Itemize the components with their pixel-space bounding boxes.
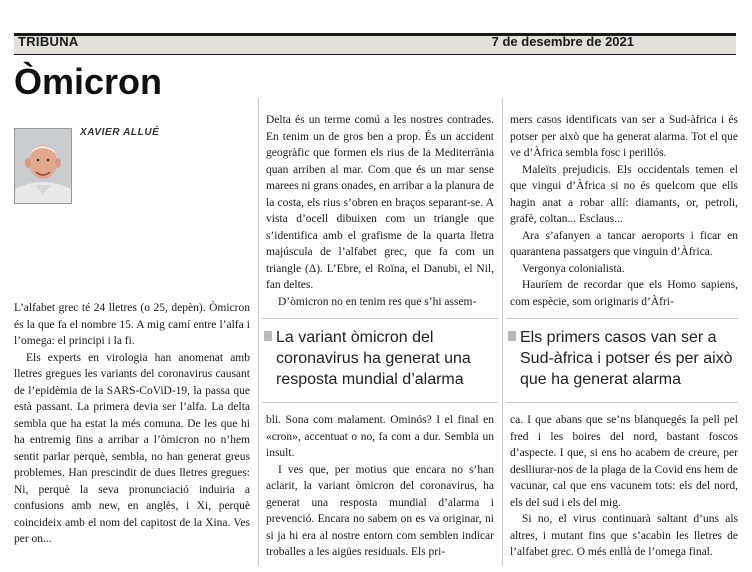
article-column-1 <box>14 300 250 548</box>
paragraph: ca. I que abans que se’ns blanquegés la pell pel fred i les boires del nord, bastant foscos d’aspecte. I que, si ens ho acabem de creure, per deslliurar-nos de la plaga de la Covid ens hem de vacunar, cal que ens vacunem tots: els del nord, els del sud i els del mig. <box>510 414 738 509</box>
pullquote-rule <box>262 318 498 319</box>
author-photo <box>14 128 72 204</box>
paragraph: Hauríem de recordar que els Homo sapiens, com espècie, som originaris d’Àfri- <box>510 279 738 308</box>
paragraph: Els experts en virologia han anomenat amb lletres gregues les variants del coronavirus causant de l’epidèmia de la SARS-CoViD-19, la passa que està passant. La primera devia ser l’alfa. La delta sembla que ha estat la més comuna. De les que hi ha entremig fins a arribar a l’òmicron no n’hem sentit parlar perquè, sembla, no han generat greus problemes. Han prescindit de dues lletres gregues: Ni, perquè la seva pronunciació induiria a confusions amb new, en anglès, i Xi, perquè coincideix amb el nom del capitost de la Xina. Ves per on... <box>14 351 250 545</box>
column-divider <box>258 98 259 566</box>
paragraph: Maleïts prejudicis. Els occidentals temen el que vingui d’Àfrica si no és quelcom que ells hagin anat a robar allí: diamants, or, petroli, grafè, coltan... Esclaus... <box>510 163 738 225</box>
author-name: XAVIER ALLUÉ <box>80 127 160 138</box>
column-divider <box>502 98 503 566</box>
pullquote-2: Els primers casos van ser a Sud-àfrica i potser és per això que ha generat alarma <box>520 329 733 388</box>
article-title: Òmicron <box>14 61 163 102</box>
paragraph: L’alfabet grec té 24 lletres (o 25, depèn). Òmicron és la que fa el nombre 15. A mig camí entre l’alfa i l’omega: el principi i la fi. <box>14 302 250 347</box>
pullquote-1: La variant òmicron del coronavirus ha generat una resposta mundial d’alarma <box>276 329 471 388</box>
paragraph: Si no, el virus continuarà saltant d’uns als altres, i mutant fins que s’acabin les lletres de l’alfabet grec. O més enllà de l’omega final. <box>510 513 738 558</box>
paragraph: D’òmicron no en tenim res que s’hi assem- <box>278 295 477 308</box>
paragraph: mers casos identificats van ser a Sud-àfrica i és potser per això que ha generat alarma. Tot el que ve d’Àfrica sembla fosc i perillós. <box>510 114 738 159</box>
pullquote-rule <box>506 318 738 319</box>
pullquote-rule <box>262 402 498 403</box>
paragraph: Ara s’afanyen a tancar aeroports i ficar en quarantena passatgers que vinguin d’Àfrica. <box>510 229 738 258</box>
paragraph: Vergonya colonialista. <box>522 262 625 275</box>
article-column-2-bottom <box>266 412 494 561</box>
pullquote-rule <box>506 402 738 403</box>
article-column-3-top <box>510 112 738 310</box>
pullquote-marker <box>508 331 516 341</box>
paragraph: bli. Sona com malament. Ominós? I el final en «cron», accentuat o no, fa com a dur. Sembla un insult. <box>266 414 494 459</box>
section-label: TRIBUNA <box>18 34 79 49</box>
paragraph: I ves que, per motius que encara no s’han aclarit, la variant òmicron del coronavirus, ha generat una resposta mundial d’alarma i prevenció. Encara no sabem on es va originar, ni si ja hi era al nostre entorn com semblen indicar troballes a les aigües residuals. Els pri- <box>266 463 494 558</box>
article-column-2-top <box>266 112 494 310</box>
article-column-3-bottom <box>510 412 738 561</box>
paragraph: Delta és un terme comú a les nostres contrades. En tenim un de gros ben a prop. És un accident geogràfic que formen els rius de la Mediterrània quan arriben al mar. Com que és un mar sense marees ni grans onades, en arribar a la planura de la costa, els rius s’obren en braços separant-se. A vista d’ocell dibuixen com un triangle que s’identifica amb el grafisme de la quarta lletra majúscula de l’alfabet grec, que fa com un triangle (Δ). L’Ebre, el Roïna, el Danubi, el Nil, fan deltes. <box>266 114 494 291</box>
pullquote-marker <box>264 331 272 341</box>
publication-date: 7 de desembre de 2021 <box>491 34 634 49</box>
